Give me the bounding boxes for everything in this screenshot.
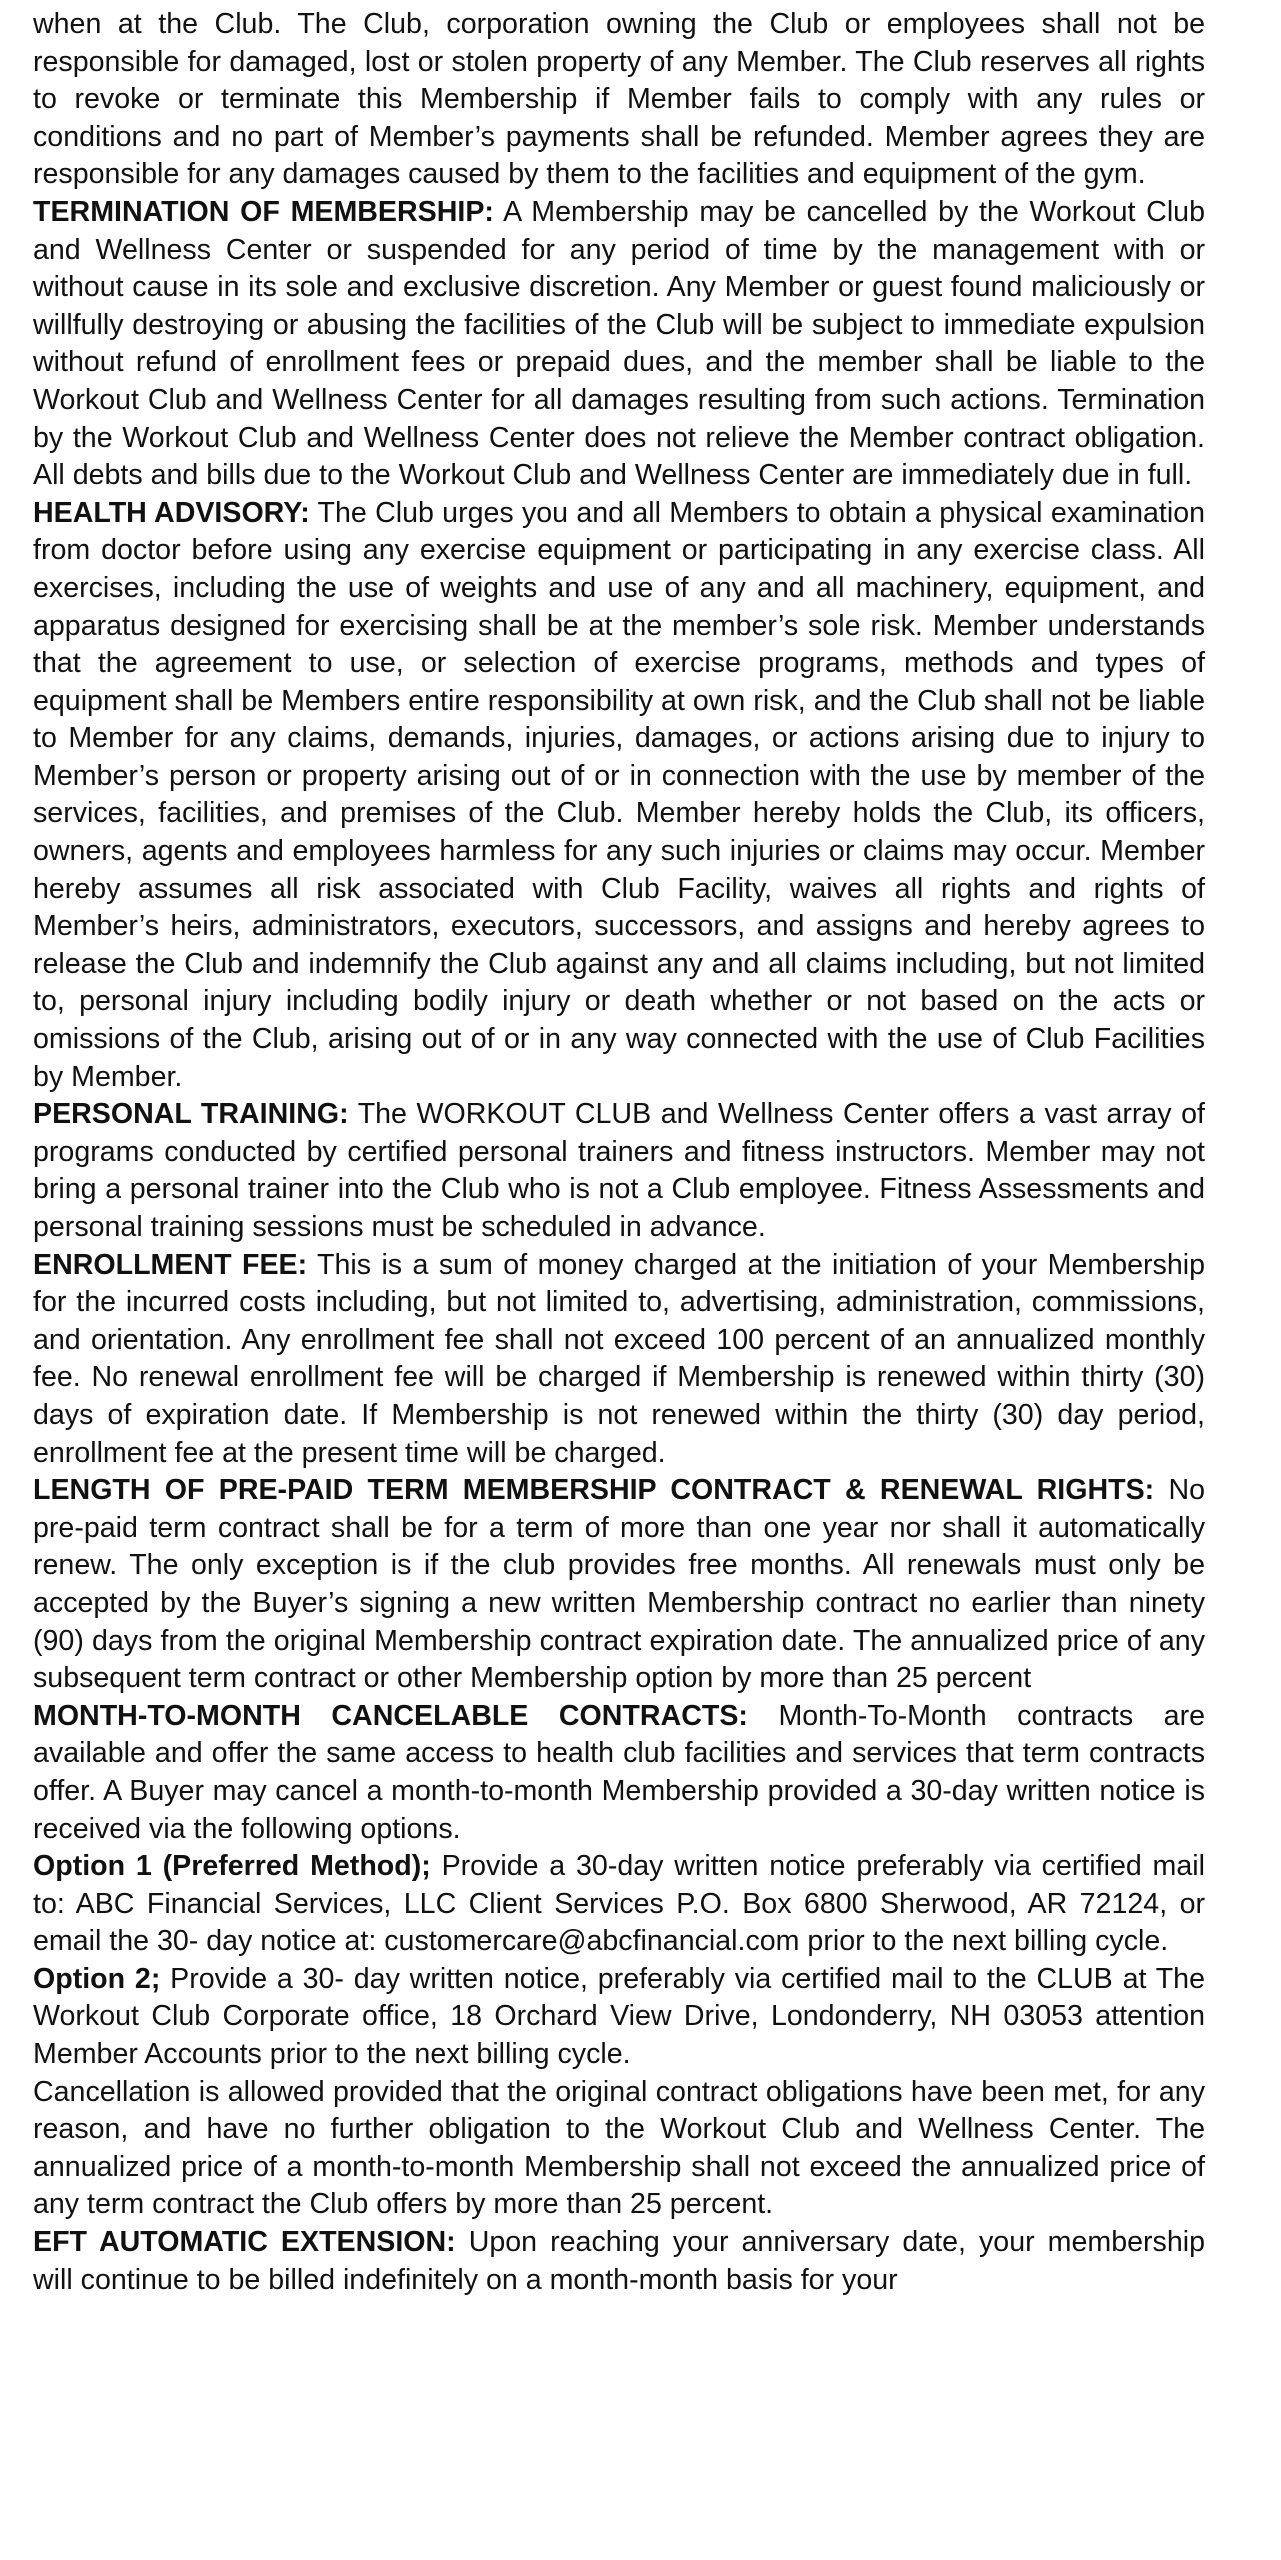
paragraph-termination-of-membership: [33, 194, 1205, 495]
paragraph-prepaid-term-contract: [33, 1472, 1205, 1698]
paragraph-heading: HEALTH ADVISORY:: [33, 496, 310, 529]
paragraph-heading: Option 1 (Preferred Method);: [33, 1850, 431, 1883]
contract-terms-page: [33, 6, 1205, 2299]
paragraph-text: Upon reaching your anniversary date, your membership will continue to be billed indefinitely on a month-month basis for your: [33, 2226, 1205, 2296]
paragraph-cancellation: [33, 2074, 1205, 2224]
paragraph-text: This is a sum of money charged at the initiation of your Membership for the incurred costs including, but not limited to, advertising, administration, commissions, and orientation. Any enrollment fee shall not exceed 100 percent of an annualized monthly fee. No renewal enrollment fee will be charged if Membership is renewed within thirty (30) days of expiration date. If Membership is not renewed within the thirty (30) day period, enrollment fee at the present time will be charged.: [33, 1248, 1205, 1469]
paragraph-text: A Membership may be cancelled by the Workout Club and Wellness Center or suspended for any period of time by the management with or without cause in its sole and exclusive discretion. Any Member or guest found maliciously or willfully destroying or abusing the facilities of the Club will be subject to immediate expulsion without refund of enrollment fees or prepaid dues, and the member shall be liable to the Workout Club and Wellness Center for all damages resulting from such actions. Termination by the Workout Club and Wellness Center does not relieve the Member contract obligation. All debts and bills due to the Workout Club and Wellness Center are immediately due in full.: [33, 195, 1205, 492]
paragraph-heading: ENROLLMENT FEE:: [33, 1248, 308, 1281]
paragraph-personal-training: [33, 1096, 1205, 1246]
paragraph-heading: MONTH-TO-MONTH CANCELABLE CONTRACTS:: [33, 1699, 748, 1732]
paragraph-text: The Club urges you and all Members to obtain a physical examination from doctor before using any exercise equipment or participating in any exercise class. All exercises, including the use of weights and use of any and all machinery, equipment, and apparatus designed for exercising shall be at the member’s sole risk. Member understands that the agreement to use, or selection of exercise programs, methods and types of equipment shall be Members entire responsibility at own risk, and the Club shall not be liable to Member for any claims, demands, injuries, damages, or actions arising due to injury to Member’s person or property arising out of or in connection with the use by member of the services, facilities, and premises of the Club. Member hereby holds the Club, its officers, owners, agents and employees harmless for any such injuries or claims may occur. Member hereby assumes all risk associated with Club Facility, waives all rights and rights of Member’s heirs, administrators, executors, successors, and assigns and hereby agrees to release the Club and indemnify the Club against any and all claims including, but not limited to, personal injury including bodily injury or death whether or not based on the acts or omissions of the Club, arising out of or in any way connected with the use of Club Facilities by Member.: [33, 496, 1205, 1093]
paragraph-heading: Option 2;: [33, 1962, 161, 1995]
paragraph-heading: EFT AUTOMATIC EXTENSION:: [33, 2226, 456, 2259]
paragraph-heading: LENGTH OF PRE-PAID TERM MEMBERSHIP CONTRACT & RENEWAL RIGHTS:: [33, 1474, 1155, 1507]
paragraph-health-advisory: [33, 495, 1205, 1097]
paragraph-option-1: [33, 1848, 1205, 1961]
paragraph-text: Month-To-Month contracts are available and offer the same access to health club facilities and services that term contracts offer. A Buyer may cancel a month-to-month Membership provided a 30-day written notice is received via the following options.: [33, 1699, 1205, 1845]
paragraph-text: The WORKOUT CLUB and Wellness Center offers a vast array of programs conducted by certified personal trainers and fitness instructors. Member may not bring a personal trainer into the Club who is not a Club employee. Fitness Assessments and personal training sessions must be scheduled in advance.: [33, 1098, 1206, 1243]
paragraph-text: Provide a 30-day written notice preferably via certified mail to: ABC Financial Services, LLC Client Services P.O. Box 6800 Sherwood, AR 72124, or email the 30- day notice at: customercare@abcfinancial.com prior to the next billing cycle.: [33, 1850, 1205, 1958]
paragraph-heading: TERMINATION OF MEMBERSHIP:: [33, 195, 494, 228]
paragraph-option-2: [33, 1961, 1205, 2074]
paragraph-text: No pre-paid term contract shall be for a term of more than one year nor shall it automatically renew. The only exception is if the club provides free months. All renewals must only be accepted by the Buyer’s signing a new written Membership contract no earlier than ninety (90) days from the original Membership contract expiration date. The annualized price of any subsequent term contract or other Membership option by more than 25 percent: [33, 1474, 1205, 1695]
paragraph-month-to-month-contracts: [33, 1698, 1205, 1848]
paragraph-text: Cancellation is allowed provided that the original contract obligations have been met, for any reason, and have no further obligation to the Workout Club and Wellness Center. The annualized price of a month-to-month Membership shall not exceed the annualized price of any term contract the Club offers by more than 25 percent.: [33, 2075, 1205, 2221]
paragraph-enrollment-fee: [33, 1247, 1205, 1473]
paragraph-eft-automatic-extension: [33, 2224, 1205, 2299]
paragraph-heading: PERSONAL TRAINING:: [33, 1098, 349, 1131]
paragraph-text: Provide a 30- day written notice, preferably via certified mail to the CLUB at The Workout Club Corporate office, 18 Orchard View Drive, Londonderry, NH 03053 attention Member Accounts prior to the next billing cycle.: [33, 1962, 1205, 2071]
paragraph-club-liability: [33, 6, 1205, 194]
paragraph-text: when at the Club. The Club, corporation owning the Club or employees shall not be responsible for damaged, lost or stolen property of any Member. The Club reserves all rights to revoke or terminate this Membership if Member fails to comply with any rules or conditions and no part of Member’s payments shall be refunded. Member agrees they are responsible for any damages caused by them to the facilities and equipment of the gym.: [33, 8, 1205, 191]
